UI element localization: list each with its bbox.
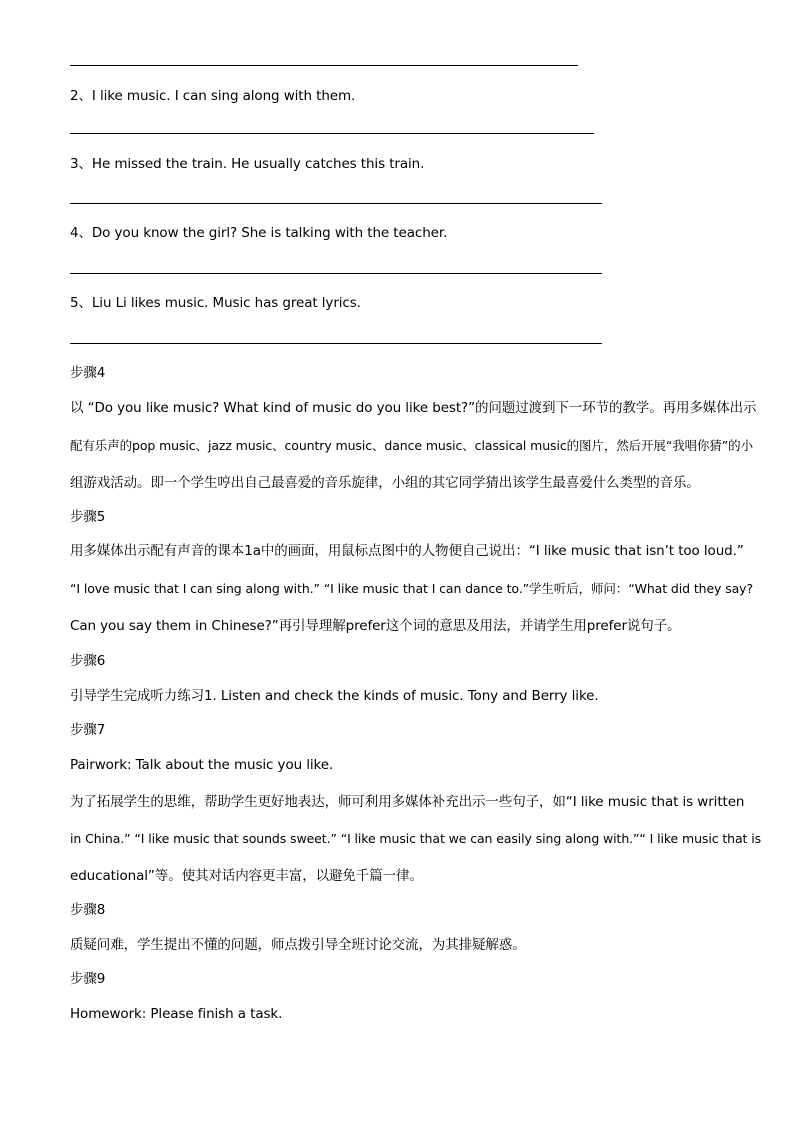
answer-blank-line[interactable] bbox=[70, 65, 578, 66]
paragraph-line: in China.” “I like music that sounds sweet.” “I like music that we can easily sing along with.”“ I like music that is bbox=[70, 831, 761, 846]
paragraph-line: “I love music that I can sing along with.” “I like music that I can dance to.”学生听后，师问：“What did they say? bbox=[70, 581, 754, 596]
paragraph-line: 组游戏活动。即一个学生哼出自己最喜爱的音乐旋律，小组的其它同学猜出该学生最喜爱什么类型的音乐。 bbox=[70, 475, 700, 491]
step-heading: 步骤8 bbox=[70, 902, 106, 918]
step-heading: 步骤7 bbox=[70, 722, 106, 738]
answer-blank-line[interactable] bbox=[70, 133, 594, 134]
answer-blank-line[interactable] bbox=[70, 273, 602, 274]
paragraph-line: Can you say them in Chinese?”再引导理解prefer这个词的意思及用法，并请学生用prefer说句子。 bbox=[70, 618, 681, 634]
step-heading: 步骤9 bbox=[70, 971, 106, 987]
step-heading: 步骤5 bbox=[70, 509, 106, 525]
paragraph-line: educational”等。使其对话内容更丰富，以避免千篇一律。 bbox=[70, 868, 423, 884]
paragraph-line: 以 “Do you like music? What kind of music do you like best?”的问题过渡到下一环节的教学。再用多媒体出示 bbox=[70, 400, 757, 416]
exercise-2: 2、I like music. I can sing along with them. bbox=[70, 88, 356, 104]
paragraph-line: 配有乐声的pop music、jazz music、country music、dance music、classical music的图片，然后开展“我唱你猜”的小 bbox=[70, 438, 753, 453]
paragraph-line: 用多媒体出示配有声音的课本1a中的画面，用鼠标点图中的人物便自己说出：“I like music that isn’t too loud.” bbox=[70, 543, 744, 559]
answer-blank-line[interactable] bbox=[70, 203, 602, 204]
step-heading: 步骤6 bbox=[70, 653, 106, 669]
paragraph-line: 质疑问难，学生提出不懂的问题，师点拨引导全班讨论交流，为其排疑解惑。 bbox=[70, 937, 526, 953]
exercise-4: 4、Do you know the girl? She is talking with the teacher. bbox=[70, 225, 448, 241]
paragraph-line: Homework: Please finish a task. bbox=[70, 1006, 283, 1022]
exercise-5: 5、Liu Li likes music. Music has great lyrics. bbox=[70, 295, 361, 311]
step-heading: 步骤4 bbox=[70, 365, 106, 381]
paragraph-line: 为了拓展学生的思维，帮助学生更好地表达，师可利用多媒体补充出示一些句子，如“I like music that is written bbox=[70, 794, 745, 810]
exercise-3: 3、He missed the train. He usually catches this train. bbox=[70, 156, 425, 172]
answer-blank-line[interactable] bbox=[70, 343, 602, 344]
paragraph-line: Pairwork: Talk about the music you like. bbox=[70, 757, 334, 773]
paragraph-line: 引导学生完成听力练习1. Listen and check the kinds of music. Tony and Berry like. bbox=[70, 688, 599, 704]
